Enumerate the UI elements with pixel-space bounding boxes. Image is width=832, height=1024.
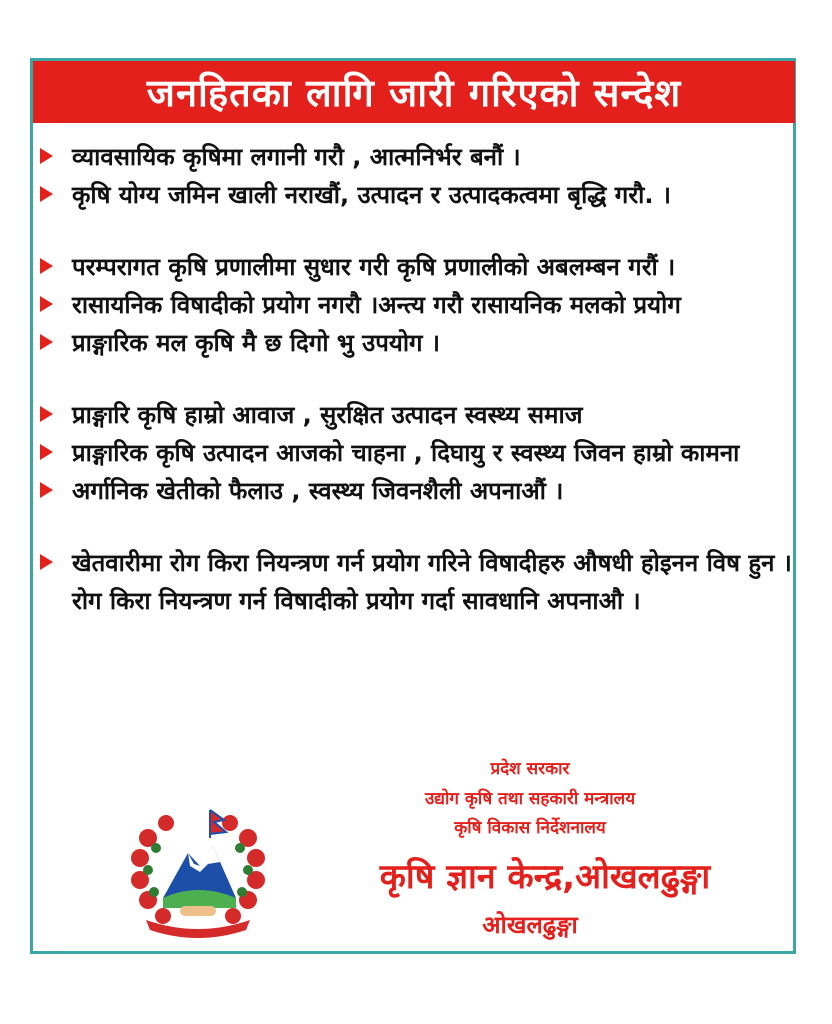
- notice-title: जनहितका लागि जारी गरिएको सन्देश: [146, 71, 682, 115]
- nepal-emblem-icon: [118, 798, 278, 938]
- list-item: व्यावसायिक कृषिमा लगानी गरौ , आत्मनिर्भर बनौं ।: [40, 138, 796, 176]
- org-line-province: प्रदेश सरकार: [490, 759, 570, 779]
- bullet-arrow-icon: [40, 258, 53, 274]
- bullet-arrow-icon: [40, 444, 53, 460]
- list-item: प्राङ्गारिक मल कृषि मै छ दिगो भु उपयोग ।: [40, 324, 796, 362]
- list-item: कृषि योग्य जमिन खाली नराखौं, उत्पादन र उत्पादकत्वमा बृद्धि गरौ. ।: [40, 176, 796, 214]
- list-item: प्राङ्गारिक कृषि उत्पादन आजको चाहना , दिघायु र स्वस्थ्य जिवन हाम्रो कामना: [40, 434, 796, 472]
- list-item: प्राङ्गारि कृषि हाम्रो आवाज , सुरक्षित उत्पादन स्वस्थ्य समाज: [40, 396, 796, 434]
- message-list: [40, 138, 796, 620]
- bullet-arrow-icon: [40, 186, 53, 202]
- list-item: रासायनिक विषादीको प्रयोग नगरौ ।अन्त्य गरौ रासायनिक मलको प्रयोग: [40, 286, 796, 324]
- bullet-arrow-icon: [40, 334, 53, 350]
- bullet-arrow-icon: [40, 482, 53, 498]
- bullet-arrow-icon: [40, 406, 53, 422]
- org-line-district: ओखलढुङ्गा: [482, 911, 578, 939]
- list-item: अर्गानिक खेतीको फैलाउ , स्वस्थ्य जिवनशैली अपनाऔं ।: [40, 472, 796, 510]
- list-item: परम्परागत कृषि प्रणालीमा सुधार गरी कृषि प्रणालीको अबलम्बन गरौं ।: [40, 248, 796, 286]
- org-line-center: कृषि ज्ञान केन्द्र,ओखलढुङ्गा: [379, 857, 711, 897]
- bullet-arrow-icon: [40, 148, 53, 164]
- org-line-ministry: उद्योग कृषि तथा सहकारी मन्त्रालय: [424, 789, 636, 809]
- bullet-arrow-icon: [40, 296, 53, 312]
- bullet-arrow-icon: [40, 554, 53, 570]
- notice-title-banner: [33, 61, 795, 123]
- org-line-directorate: कृषि विकास निर्देशनालय: [454, 818, 606, 838]
- list-item: खेतवारीमा रोग किरा नियन्त्रण गर्न प्रयोग गरिने विषादीहरु औषधी होइनन विष हुन । रोग किरा नियन्त्रण गर्न विषादीको प्रयोग गर्दा सावधानि अपनाऔ ।: [40, 544, 796, 620]
